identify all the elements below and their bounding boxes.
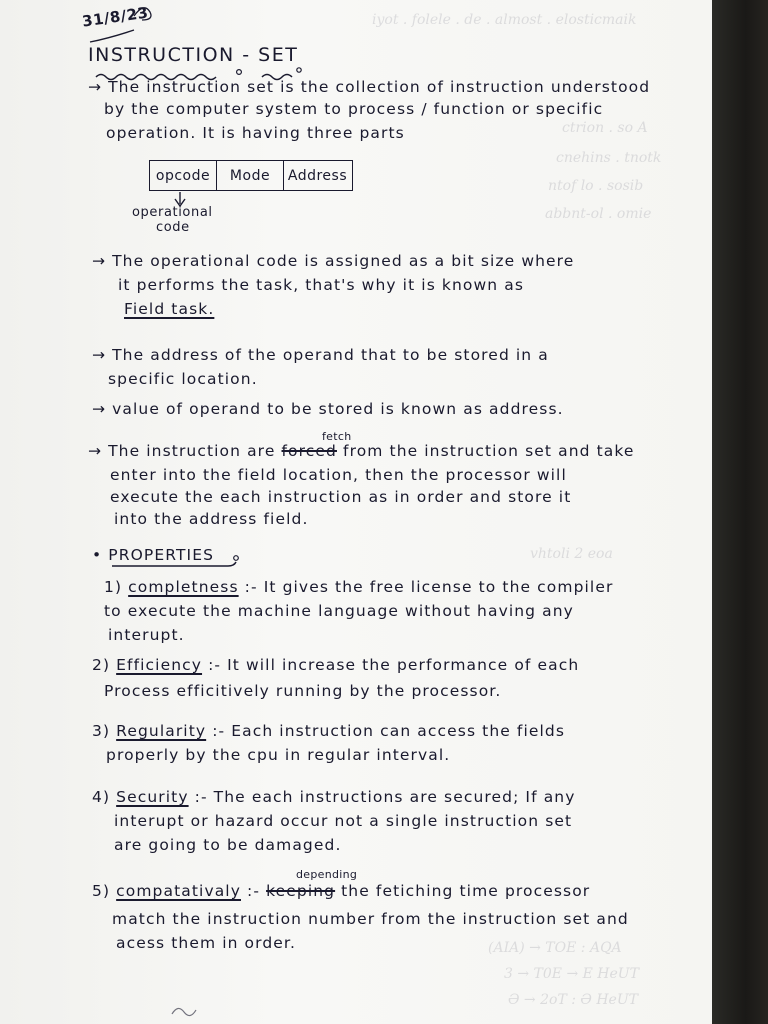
property-efficiency: 2) Efficiency :- It will increase the performance of each [92, 656, 580, 674]
fetch-para-line: into the address field. [114, 510, 309, 528]
underline-dot [234, 556, 239, 561]
date-underline [90, 30, 134, 42]
struck-word: keeping [266, 882, 336, 900]
bleed-through-text: ntof lo . sosib [548, 178, 644, 194]
format-cell-address: Address [283, 161, 351, 190]
property-line: properly by the cpu in regular interval. [106, 746, 451, 764]
depending-insert: depending [296, 868, 358, 881]
underline-dot [297, 68, 301, 72]
opcode-caption: code [156, 220, 190, 235]
note-date: 31/8/23 [81, 3, 150, 31]
instruction-format-box [149, 160, 353, 191]
property-line: interupt. [108, 626, 185, 644]
fetch-insert: fetch [322, 430, 352, 443]
fetch-para-line: enter into the field location, then the processor will [110, 466, 567, 484]
field-task-term: Field task. [124, 300, 215, 318]
opcode-para-line: → The operational code is assigned as a bit size where [92, 252, 575, 270]
fetch-para-line [88, 442, 635, 460]
fetch-rest: from the instruction set and take [343, 442, 635, 460]
bleed-through-text: vhtoli 2 eoa [530, 546, 613, 562]
format-cell-opcode: opcode [155, 167, 211, 184]
property-term: completness [128, 578, 239, 596]
intro-line: → The instruction set is the collection of instruction understood [88, 78, 651, 96]
bleed-through-text: 3 → T0E → E HeUT [504, 966, 639, 982]
value-line: → value of operand to be stored is known as address. [92, 400, 564, 418]
opcode-para-line: it performs the task, that's why it is known as [118, 276, 524, 294]
property-regularity: 3) Regularity :- Each instruction can access the fields [92, 722, 566, 740]
property-completness: 1) completness :- It gives the free license to the compiler [104, 578, 614, 596]
bleed-through-text: iyot . folele . de . almost . elosticmaik [372, 12, 637, 28]
property-line: acess them in order. [116, 934, 296, 952]
intro-line: operation. It is having three parts [106, 124, 405, 142]
property-line: interupt or hazard occur not a single instruction set [114, 812, 573, 830]
property-line: Process efficitively running by the processor. [104, 682, 502, 700]
intro-line: by the computer system to process / function or specific [104, 100, 604, 118]
struck-word: forced [281, 442, 337, 460]
page-title: INSTRUCTION - SET [88, 44, 299, 66]
property-line: match the instruction number from the instruction set and [112, 910, 629, 928]
underline-dot [237, 70, 242, 75]
address-para-line: → The address of the operand that to be stored in a [92, 346, 549, 364]
bleed-through-text: (AIA) → TOE : AQA [488, 940, 622, 956]
property-term: Efficiency [116, 656, 203, 674]
address-para-line: specific location. [108, 370, 258, 388]
property-security: 4) Security :- The each instructions are secured; If any [92, 788, 576, 806]
property-compatativaly: 5) compatativaly :- keeping the fetiching time processor [92, 882, 591, 900]
properties-heading: • PROPERTIES [92, 546, 215, 564]
bleed-through-text: Ə → 2oT : Ə HeUT [508, 992, 638, 1008]
fetch-para-line: execute the each instruction as in order and store it [110, 488, 572, 506]
fetch-start: → The instruction are [88, 442, 276, 460]
bottom-scribble [172, 1008, 196, 1015]
property-term: Security [116, 788, 189, 806]
bleed-through-text: cnehins . tnotk [556, 150, 662, 166]
bleed-through-text: ctrion . so A [562, 120, 648, 136]
property-term: compatativaly [116, 882, 241, 900]
opcode-caption: operational [132, 205, 213, 220]
property-line: are going to be damaged. [114, 836, 342, 854]
format-cell-mode: Mode [216, 161, 283, 190]
bleed-through-text: abbnt-ol . omie [545, 206, 652, 222]
property-line: to execute the machine language without having any [104, 602, 574, 620]
property-term: Regularity [116, 722, 207, 740]
dark-background-edge [712, 0, 768, 1024]
